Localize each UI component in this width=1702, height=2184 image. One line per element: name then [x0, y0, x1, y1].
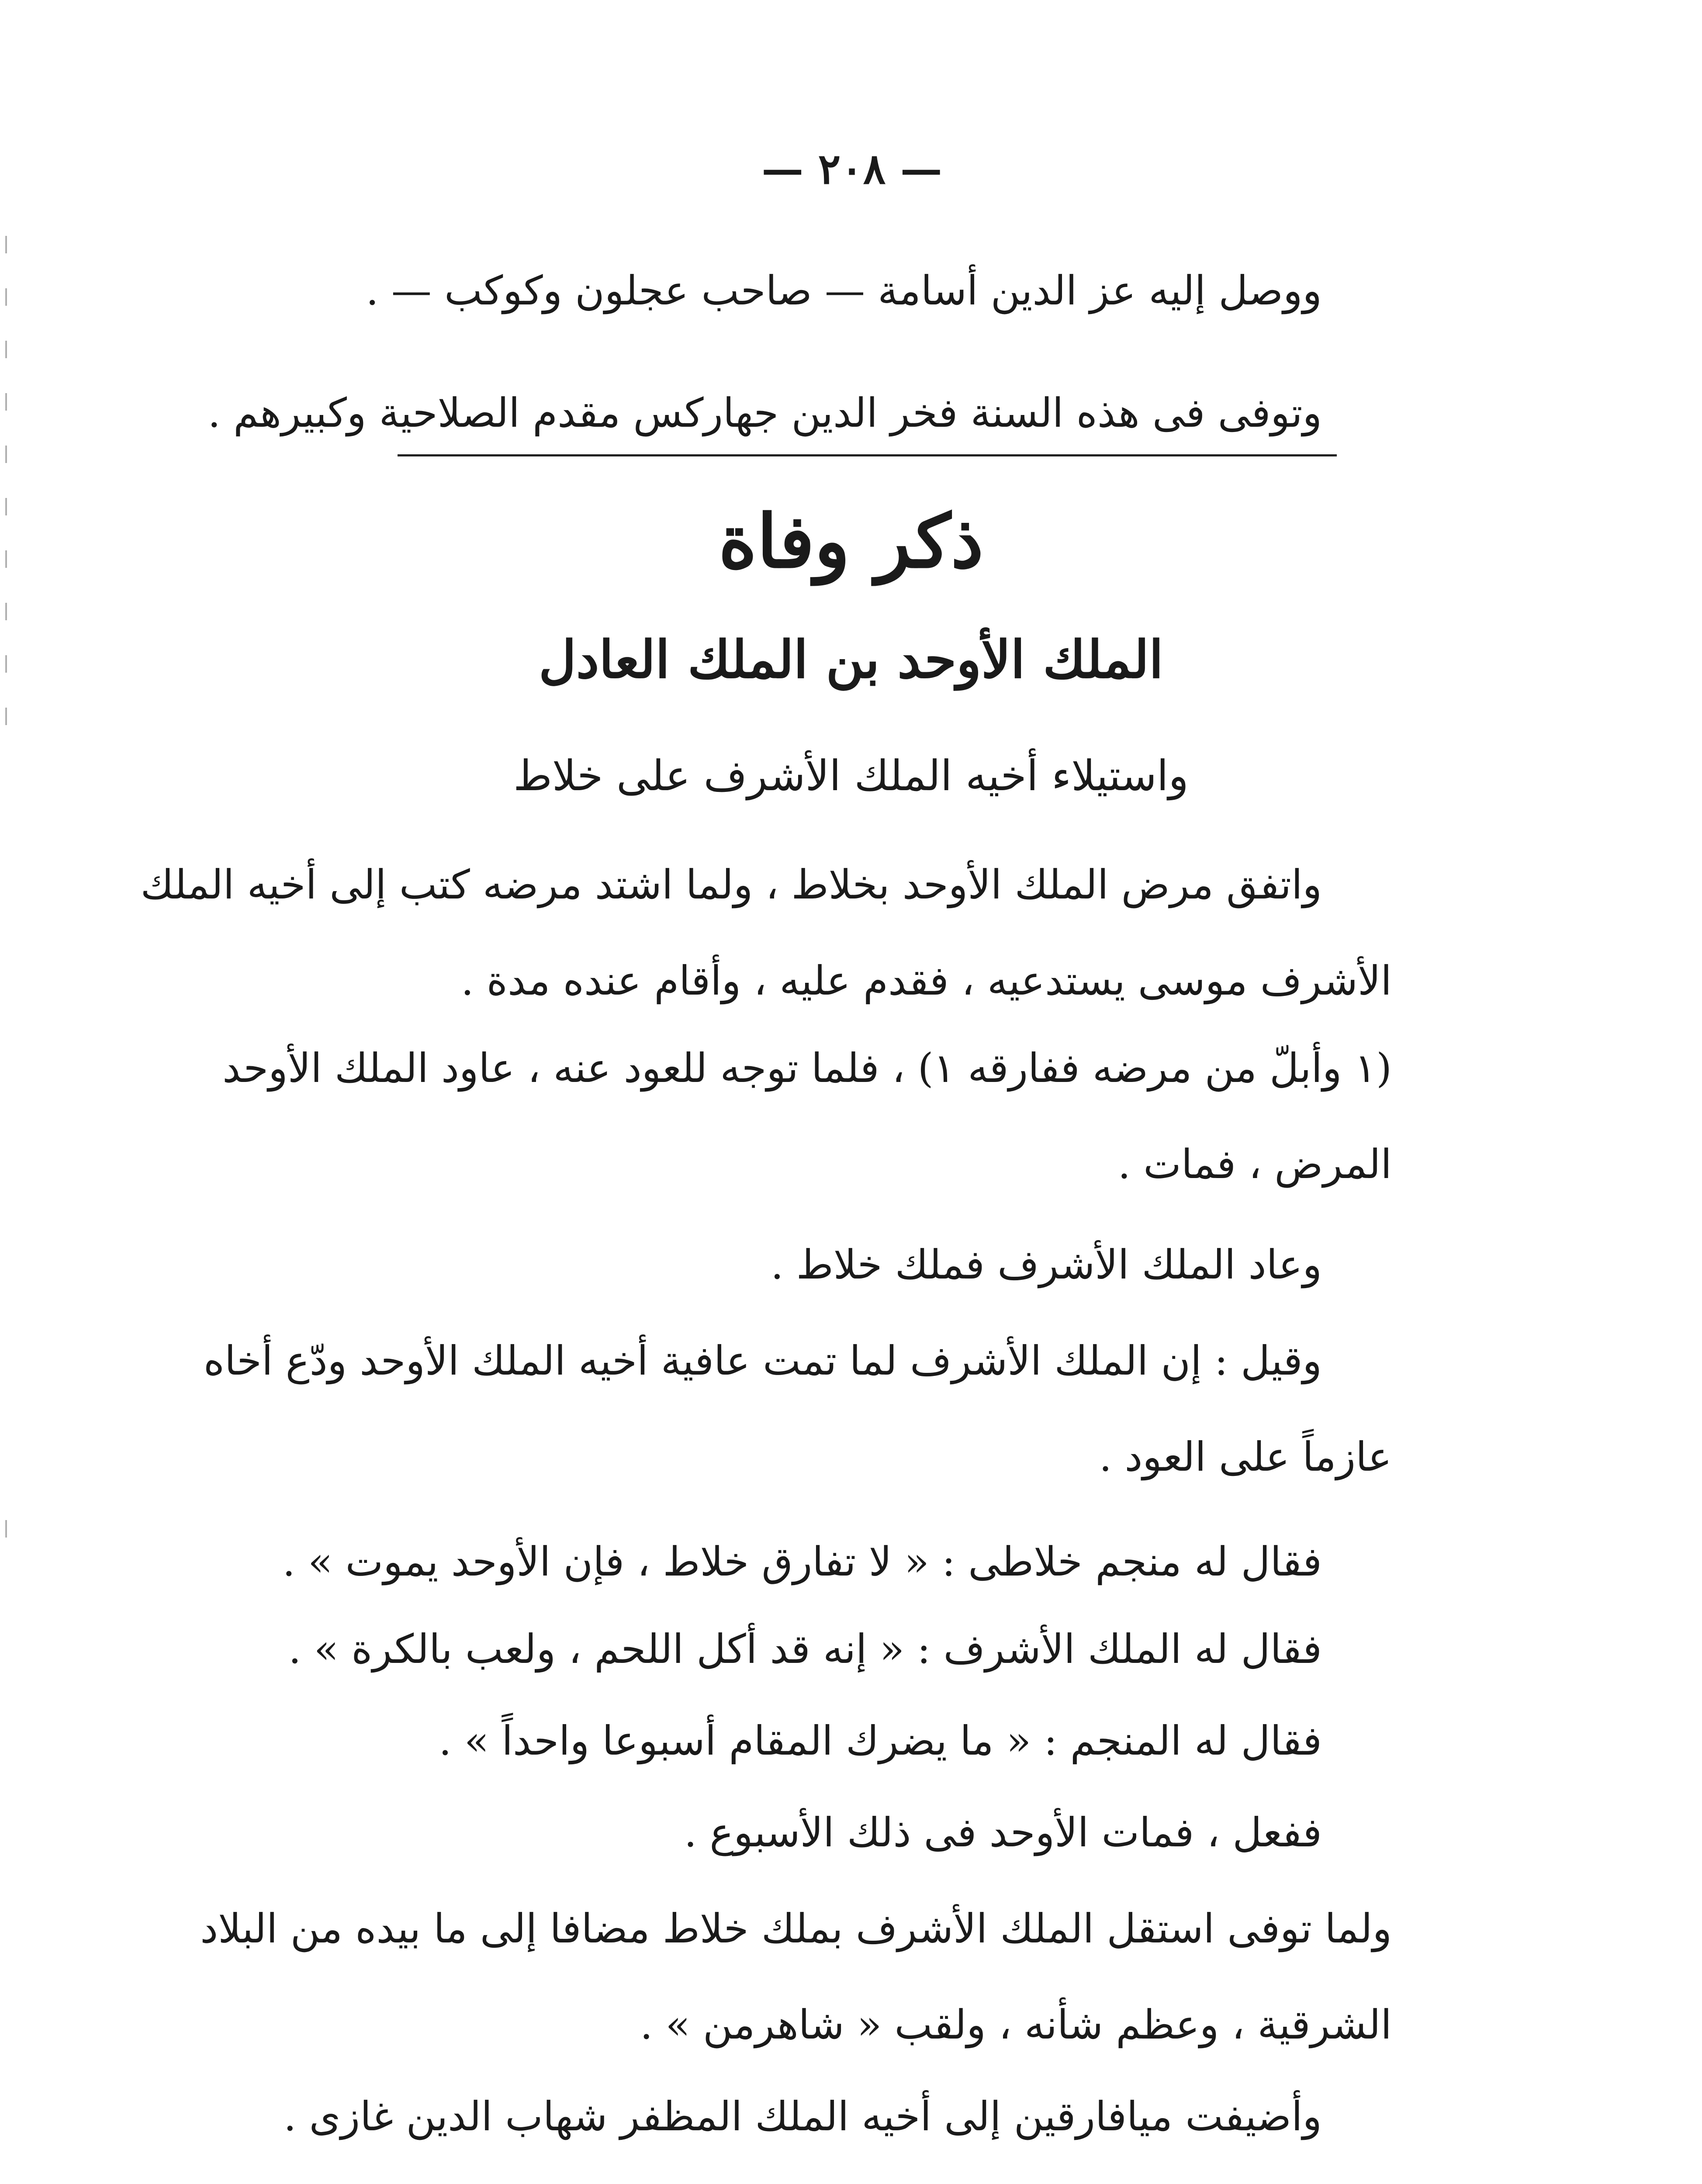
page-number: — ٢٠٨ —	[761, 144, 942, 194]
margin-tick	[5, 446, 7, 463]
paragraph-line: وقيل : إن الملك الأشرف لما تمت عافية أخيه الملك الأوحد ودّع أخاه	[203, 1337, 1322, 1384]
paragraph-line: المرض ، فمات .	[1117, 1141, 1392, 1188]
paragraph-line: ففعل ، فمات الأوحد فى ذلك الأسبوع .	[684, 1809, 1322, 1856]
margin-tick	[5, 341, 7, 358]
section-subheading: الملك الأوحد بن الملك العادل	[539, 629, 1163, 690]
margin-tick	[5, 603, 7, 620]
paragraph-line: عازماً على العود .	[1099, 1434, 1392, 1480]
margin-tick	[5, 1520, 7, 1538]
text-underline	[398, 454, 1337, 456]
text-line: وتوفى فى هذه السنة فخر الدين جهاركس مقدم الصلاحية وكبيرهم .	[208, 390, 1322, 436]
section-heading: ذكر وفاة	[718, 498, 984, 584]
margin-tick	[5, 393, 7, 411]
paragraph-line: واتفق مرض الملك الأوحد بخلاط ، ولما اشتد مرضه كتب إلى أخيه الملك	[140, 861, 1322, 908]
paragraph-line: (١ وأبلّ من مرضه ففارقه ١) ، فلما توجه للعود عنه ، عاود الملك الأوحد	[222, 1045, 1392, 1092]
paragraph-line: فقال له منجم خلاطى : « لا تفارق خلاط ، فإن الأوحد يموت » .	[282, 1538, 1322, 1585]
paragraph-line: وأضيفت ميافارقين إلى أخيه الملك المظفر شهاب الدين غازى .	[284, 2093, 1322, 2140]
paragraph-line: فقال له الملك الأشرف : « إنه قد أكل اللحم ، ولعب بالكرة » .	[288, 1626, 1322, 1673]
margin-tick	[5, 708, 7, 725]
paragraph-line: وعاد الملك الأشرف فملك خلاط .	[771, 1241, 1322, 1288]
paragraph-line: فقال له المنجم : « ما يضرك المقام أسبوعا واحداً » .	[439, 1717, 1322, 1764]
paragraph-line: الأشرف موسى يستدعيه ، فقدم عليه ، وأقام عنده مدة .	[461, 957, 1392, 1004]
paragraph-line: الشرقية ، وعظم شأنه ، ولقب « شاهرمن » .	[640, 2001, 1392, 2048]
margin-tick	[5, 236, 7, 253]
margin-tick	[5, 288, 7, 306]
text-line: ووصل إليه عز الدين أسامة — صاحب عجلون وكوكب — .	[366, 267, 1322, 314]
paragraph-line: ولما توفى استقل الملك الأشرف بملك خلاط مضافا إلى ما بيده من البلاد	[200, 1905, 1392, 1952]
section-subtitle: واستيلاء أخيه الملك الأشرف على خلاط	[513, 751, 1189, 800]
